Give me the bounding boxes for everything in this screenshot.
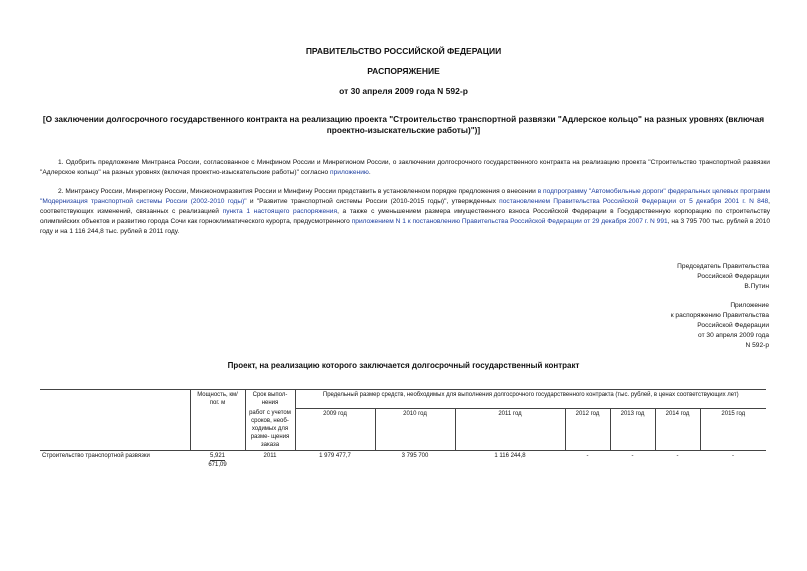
resolution-991-link[interactable]: приложением N 1 к постановлению Правительства Российской Федерации от 29 декабря 2007 г. N 991 — [351, 218, 668, 225]
header-term-sub: работ с учетом сроков, необ- ходимых для разме- щения заказа — [245, 408, 295, 451]
appendix-ref: к распоряжению Правительства — [670, 312, 769, 319]
header-capacity: Мощность, км/ пог. м — [190, 390, 245, 451]
row-term: 2011 — [263, 453, 277, 459]
document-title: [О заключении долгосрочного государственного контракта на реализацию проекта "Строительство транспортной развязки "Адлерское кольцо" на разных уровнях (включая проектно-изыскательские работы)")] — [42, 114, 765, 135]
paragraph-2-text-3: , соответствующих изменений, связанных с реализацией — [40, 198, 770, 215]
header-year-2015: 2015 год — [700, 408, 766, 451]
row-value-2015: - — [732, 453, 735, 459]
row-capacity-km: 5,921 — [209, 453, 225, 459]
row-value-2014: - — [676, 453, 679, 459]
header-year-2011: 2011 год — [455, 408, 565, 451]
document-type-heading: РАСПОРЯЖЕНИЕ — [367, 66, 440, 76]
document-date-number: от 30 апреля 2009 года N 592-р — [339, 86, 468, 96]
paragraph-2 — [40, 187, 770, 237]
row-capacity — [190, 451, 245, 471]
resolution-848-link[interactable]: постановлением Правительства Российской Федерации от 5 декабря 2001 г. N 848 — [499, 198, 769, 205]
signature-position: Председатель Правительства — [677, 263, 769, 270]
appendix-label: Приложение — [730, 302, 769, 309]
header-funds: Предельный размер средств, необходимых для выполнения долгосрочного государственного контракта (тыс. рублей, в ценах соответствующих лет) — [295, 390, 766, 409]
subprogram-link[interactable]: в подпрограмму "Автомобильные дороги" федеральных целевых программ "Модернизация транспортной системы России (2002-2010 годы)" — [40, 188, 771, 205]
row-name: Строительство транспортной развязки — [42, 453, 150, 459]
paragraph-2-text-2: и "Развитие транспортной системы России (2010-2015 годы)", утвержденных — [246, 198, 500, 205]
appendix-link[interactable]: приложению — [330, 169, 369, 176]
row-value-2009: 1 979 477,7 — [319, 453, 351, 459]
header-year-2012: 2012 год — [565, 408, 610, 451]
paragraph-1-text: 1. Одобрить предложение Минтранса России, согласованное с Минфином России и Минрегионом России, о заключении долгосрочного государственного контракта на реализацию проекта "Строительство транспортной развязки "Адлерское кольцо" на разных уровнях (включая проектно-изыскательские работы)" согласно — [40, 159, 770, 176]
header-year-2013: 2013 год — [610, 408, 655, 451]
signature-name: В.Путин — [744, 283, 769, 290]
appendix-country: Российской Федерации — [697, 322, 769, 329]
item-1-link[interactable]: пункта 1 настоящего распоряжения — [222, 208, 338, 215]
paragraph-1-end: . — [368, 169, 371, 176]
appendix-block — [671, 301, 769, 351]
row-capacity-m: 671,09 — [208, 462, 227, 468]
government-heading: ПРАВИТЕЛЬСТВО РОССИЙСКОЙ ФЕДЕРАЦИИ — [305, 46, 502, 56]
appendix-date: от 30 апреля 2009 года — [698, 332, 769, 339]
row-value-2010: 3 795 700 — [401, 453, 429, 459]
signature-block — [677, 262, 769, 292]
header-name-empty — [40, 390, 190, 451]
signature-country: Российской Федерации — [697, 273, 769, 280]
header-term: Срок выпол- нения — [245, 390, 295, 409]
header-year-2010: 2010 год — [375, 408, 455, 451]
project-table — [40, 389, 766, 470]
row-value-2012: - — [586, 453, 589, 459]
appendix-number: N 592-р — [745, 342, 769, 349]
table-header-row-1 — [40, 390, 766, 409]
paragraph-2-text-1: 2. Минтрансу России, Минрегиону России, Минэкономразвития России и Минфину России представить в установленном порядке предложения о внесении — [58, 188, 538, 195]
header-year-2014: 2014 год — [655, 408, 700, 451]
paragraph-1 — [40, 158, 770, 178]
paragraph-2-text-4: , а также с уменьшением размера имущественного взноса Российской Федерации в Государственную корпорацию по строительству олимпийских объектов и развитию города Сочи как горноклиматического курорта, предусмотренного — [40, 208, 771, 225]
paragraph-2-text-5: , на 3 795 700 тыс. рублей в 2010 году и на 1 116 244,8 тыс. рублей в 2011 году. — [40, 218, 770, 235]
table-row — [40, 451, 766, 471]
header-year-2009: 2009 год — [295, 408, 375, 451]
row-value-2011: 1 116 244,8 — [494, 453, 526, 459]
row-value-2013: - — [631, 453, 634, 459]
project-title: Проект, на реализацию которого заключается долгосрочный государственный контракт — [227, 361, 580, 370]
